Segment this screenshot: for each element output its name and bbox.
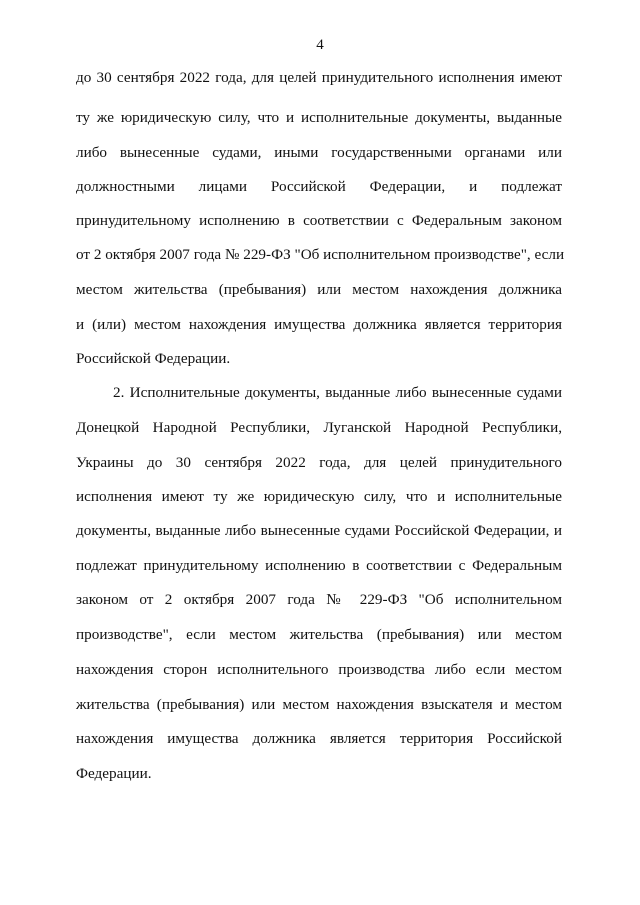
paragraph-line: Донецкой Народной Республики, Луганской Народной Республики, <box>76 419 562 436</box>
paragraph-line: должностными лицами Российской Федерации, и подлежат <box>76 178 562 195</box>
paragraph-line: ту же юридическую силу, что и исполнительные документы, выданные <box>76 109 562 126</box>
paragraph-line: 2. Исполнительные документы, выданные либо вынесенные судами <box>113 384 562 401</box>
paragraph-line: до 30 сентября 2022 года, для целей принудительного исполнения имеют <box>76 69 562 86</box>
paragraph-line: подлежат принудительному исполнению в соответствии с Федеральным <box>76 557 562 574</box>
paragraph-line: нахождения сторон исполнительного производства либо если местом <box>76 661 562 678</box>
paragraph-line: нахождения имущества должника является территория Российской <box>76 730 562 747</box>
paragraph-line: производстве", если местом жительства (пребывания) или местом <box>76 626 562 643</box>
paragraph-line: Федерации. <box>76 765 152 782</box>
paragraph-line: документы, выданные либо вынесенные судами Российской Федерации, и <box>76 522 562 539</box>
paragraph-line: и (или) местом нахождения имущества должника является территория <box>76 316 562 333</box>
paragraph-line: либо вынесенные судами, иными государственными органами или <box>76 144 562 161</box>
paragraph-line: исполнения имеют ту же юридическую силу, что и исполнительные <box>76 488 562 505</box>
paragraph-line: принудительному исполнению в соответствии с Федеральным законом <box>76 212 562 229</box>
paragraph-line: Украины до 30 сентября 2022 года, для целей принудительного <box>76 454 562 471</box>
paragraph-line: законом от 2 октября 2007 года № 229-ФЗ "Об исполнительном <box>76 591 562 608</box>
page-number: 4 <box>316 37 324 53</box>
paragraph-line: от 2 октября 2007 года № 229-ФЗ "Об исполнительном производстве", если <box>76 246 565 263</box>
paragraph-line: местом жительства (пребывания) или местом нахождения должника <box>76 281 562 298</box>
paragraph-line: Российской Федерации. <box>76 350 231 367</box>
paragraph-line: жительства (пребывания) или местом нахождения взыскателя и местом <box>76 696 562 713</box>
